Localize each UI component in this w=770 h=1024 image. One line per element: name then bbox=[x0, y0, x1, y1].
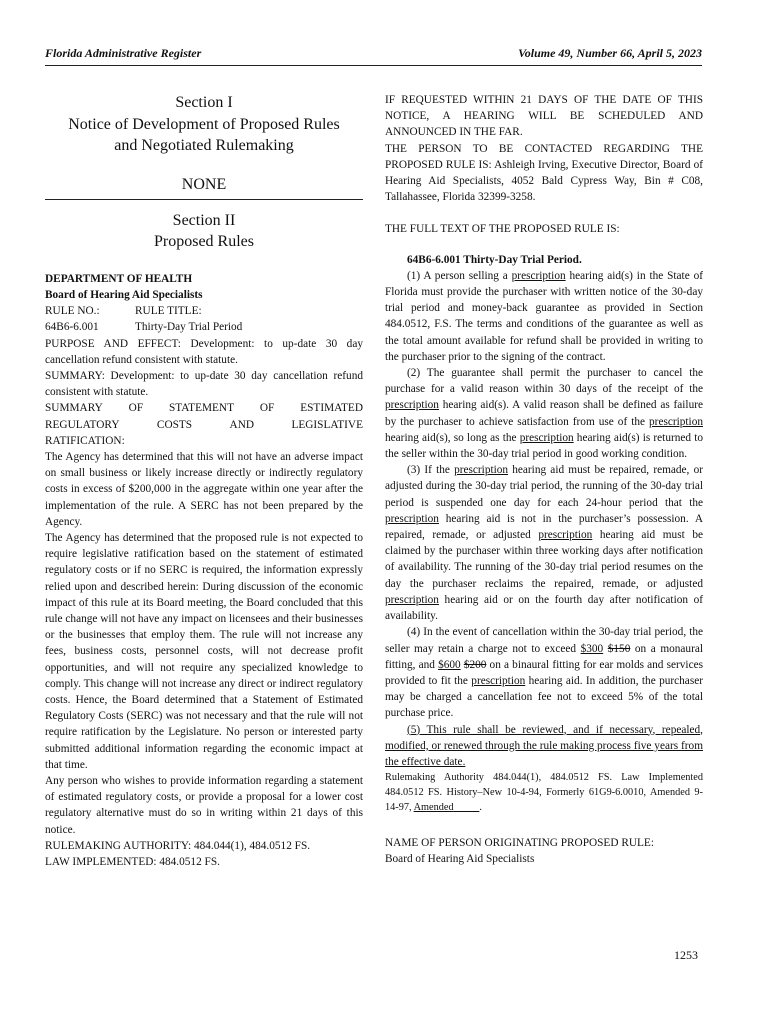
purpose-and-effect: PURPOSE AND EFFECT: Development: to up-date 30 day cancellation refund consistent with statute. bbox=[45, 337, 363, 366]
text-run: . bbox=[479, 802, 482, 814]
text-run: (4) In the event of cancellation within the 30-day trial period, the seller may retain a charge not to exceed bbox=[385, 626, 703, 655]
inserted-text: prescription bbox=[649, 415, 703, 428]
serc-word: STATEMENT bbox=[169, 402, 234, 415]
rule-number: 64B6-6.001 bbox=[45, 321, 99, 334]
rule-history bbox=[385, 770, 703, 815]
department-name: DEPARTMENT OF HEALTH bbox=[45, 272, 193, 285]
summary: SUMMARY: Development: to up-date 30 day cancellation refund consistent with statute. bbox=[45, 369, 363, 399]
rule-heading: 64B6-6.001 Thirty-Day Trial Period. bbox=[407, 253, 582, 266]
contact-person: THE PERSON TO BE CONTACTED REGARDING THE PROPOSED RULE IS: Ashleigh Irving, Executive Director, Board of Hearing Aid Specialists, 4052 Bald Cypress Way, Bin # C08, Tallahassee, Florida 32399-3258. bbox=[385, 142, 703, 204]
text-run: Rulemaking Authority 484.044(1), 484.0512 FS. Law Implemented 484.0512 FS. History–New 10-4-94, Formerly 61G9-6.0010, Amended 9-14-97, bbox=[385, 772, 703, 814]
inserted-text: prescription bbox=[511, 269, 566, 282]
inserted-text: prescription bbox=[471, 674, 526, 687]
text-run: hearing aid must be claimed by the purchaser within three working days after notification of availability. The running of the 30-day trial period resumes on the day the purchaser reclaims the repaired, remade, or adjusted bbox=[385, 529, 704, 590]
rule-no-label: RULE NO.: bbox=[45, 305, 100, 318]
rule-id-row bbox=[45, 319, 363, 335]
originating-label: NAME OF PERSON ORIGINATING PROPOSED RULE: bbox=[385, 837, 654, 850]
rule-paragraph-3 bbox=[385, 462, 703, 624]
section-1-title-line2: and Negotiated Rulemaking bbox=[114, 137, 294, 154]
serc-word: OF bbox=[128, 402, 144, 415]
agency-determination-2: The Agency has determined that the proposed rule is not expected to require legislative ratification based on the statement of estimated regulatory costs or if no SERC is required, the information expressly relied upon and described herein: During discussion of the economic impact of this rule at its Board meeting, the Board concluded that this rule change will not have any impact on licensees and their businesses or the businesses that employ them. The rule will not increase any fees, business costs, personnel costs, will not decrease profit opportunities, and will not require any specialized knowledge to comply. This change will not increase any direct or indirect regulatory costs. Hence, the Board determined that a Statement of Estimated Regulatory Costs (SERC) was not necessary and that the rule will not require ratification by the Legislature. No person or interested party submitted additional information regarding the economic impact at that time. bbox=[45, 531, 363, 771]
text-run: hearing aid(s). A valid reason shall be defined as failure by the purchaser to achieve satisfaction from use of the bbox=[385, 399, 703, 428]
deleted-text: $200 bbox=[463, 658, 487, 671]
hearing-notice: IF REQUESTED WITHIN 21 DAYS OF THE DATE OF THIS NOTICE, A HEARING WILL BE SCHEDULED AND ANNOUNCED IN THE FAR. bbox=[385, 94, 703, 139]
section-2-title: Proposed Rules bbox=[154, 233, 254, 251]
section-1-heading bbox=[45, 92, 363, 157]
inserted-text: prescription bbox=[385, 399, 439, 412]
text-run: hearing aid is not in the purchaser’s possession. A repaired, remade, or adjusted bbox=[385, 512, 703, 542]
text-run: (2) The guarantee shall permit the purchaser to cancel the purchase for a valid reason within 30 days of the receipt of the bbox=[385, 367, 703, 396]
serc-word: OF bbox=[259, 402, 275, 415]
serc-word: LEGISLATIVE bbox=[291, 418, 363, 431]
right-column bbox=[385, 92, 703, 868]
law-implemented: LAW IMPLEMENTED: 484.0512 FS. bbox=[45, 856, 220, 869]
volume-info: Volume 49, Number 66, April 5, 2023 bbox=[518, 46, 702, 60]
serc-word: REGULATORY bbox=[45, 418, 120, 431]
section-1-title-line1: Notice of Development of Proposed Rules bbox=[68, 115, 340, 133]
section-1-none: NONE bbox=[181, 175, 227, 193]
inserted-text: prescription bbox=[538, 529, 593, 542]
rule-title-label: RULE TITLE: bbox=[135, 305, 202, 318]
serc-word: SUMMARY bbox=[45, 402, 103, 415]
left-column bbox=[45, 92, 363, 870]
text-run: on a binaural fitting for ear molds and services provided to fit the bbox=[385, 658, 703, 687]
page-number: 1253 bbox=[674, 948, 698, 962]
text-run: hearing aid(s) in the State of Florida must provide the purchaser with written notice of the 30-day trial period and money-back guarantee as provided in Section 484.0512, F.S. The terms and conditions of the guarantee as well as the total amount available for refund shall be provided in writing to the purchaser prior to the signing of the contract. bbox=[385, 269, 703, 363]
inserted-text: $300 bbox=[580, 642, 604, 655]
inserted-text: prescription bbox=[454, 464, 509, 477]
text-run: (1) A person selling a bbox=[407, 269, 512, 282]
rule-title: Thirty-Day Trial Period bbox=[135, 321, 243, 334]
rulemaking-authority: RULEMAKING AUTHORITY: 484.044(1), 484.0512 FS. bbox=[45, 839, 311, 852]
inserted-text: prescription bbox=[385, 593, 439, 606]
board-name: Board of Hearing Aid Specialists bbox=[45, 288, 203, 301]
serc-heading-line2 bbox=[45, 417, 363, 433]
rule-paragraph-4 bbox=[385, 624, 703, 721]
full-text-label: THE FULL TEXT OF THE PROPOSED RULE IS: bbox=[385, 223, 620, 236]
inserted-text: $600 bbox=[438, 658, 461, 671]
text-run: hearing aid(s), so long as the bbox=[385, 431, 520, 444]
section-2-label: Section II bbox=[172, 211, 236, 229]
inserted-text: Amended bbox=[413, 802, 454, 814]
journal-title: Florida Administrative Register bbox=[45, 46, 202, 60]
serc-heading-line3: RATIFICATION: bbox=[45, 434, 125, 447]
rule-paragraph-5: (5) This rule shall be reviewed, and if necessary, repealed, modified, or renewed through the rule making process five years from the effective date. bbox=[385, 723, 703, 768]
deleted-text: $150 bbox=[607, 642, 631, 655]
text-run: hearing aid(s) is returned to the seller within the 30-day trial period in good working condition. bbox=[385, 431, 703, 461]
agency-determination-1: The Agency has determined that this will not have an adverse impact on small business or likely increase directly or indirectly regulatory costs in excess of $200,000 in the aggregate within one year after the implementation of the rule. A SERC has not been prepared by the Agency. bbox=[45, 450, 363, 528]
text-run: hearing aid. In addition, the purchaser may be charged a cancellation fee not to exceed 5% of the total purchase price. bbox=[385, 674, 703, 720]
text-run: (3) If the bbox=[407, 464, 455, 477]
rule-paragraph-2 bbox=[385, 365, 703, 462]
public-comment-notice: Any person who wishes to provide information regarding a statement of estimated regulatory costs, or provide a proposal for a lower cost regulatory alternative must do so in writing within 21 days of this notice. bbox=[45, 775, 363, 836]
running-header bbox=[45, 46, 702, 66]
section-divider bbox=[45, 199, 363, 200]
serc-heading-line1 bbox=[45, 400, 363, 416]
text-run: hearing aid must be repaired, remade, or adjusted during the 30-day trial period, the running of the 30-day trial period is suspended one day for each 24-hour period that the bbox=[385, 464, 703, 509]
inserted-text: prescription bbox=[385, 512, 439, 525]
serc-word: AND bbox=[229, 418, 255, 431]
originating-person: Board of Hearing Aid Specialists bbox=[385, 853, 535, 866]
serc-word: COSTS bbox=[156, 418, 193, 431]
section-1-label: Section I bbox=[175, 94, 233, 111]
rule-no-row bbox=[45, 303, 363, 319]
rule-paragraph-1 bbox=[385, 268, 703, 365]
inserted-text: prescription bbox=[519, 431, 574, 444]
section-2-heading bbox=[45, 210, 363, 253]
serc-word: ESTIMATED bbox=[300, 402, 363, 415]
text-run: on a monaural fitting, and bbox=[385, 642, 703, 671]
text-run: hearing aid or on the fourth day after notification of availability. bbox=[385, 593, 703, 623]
